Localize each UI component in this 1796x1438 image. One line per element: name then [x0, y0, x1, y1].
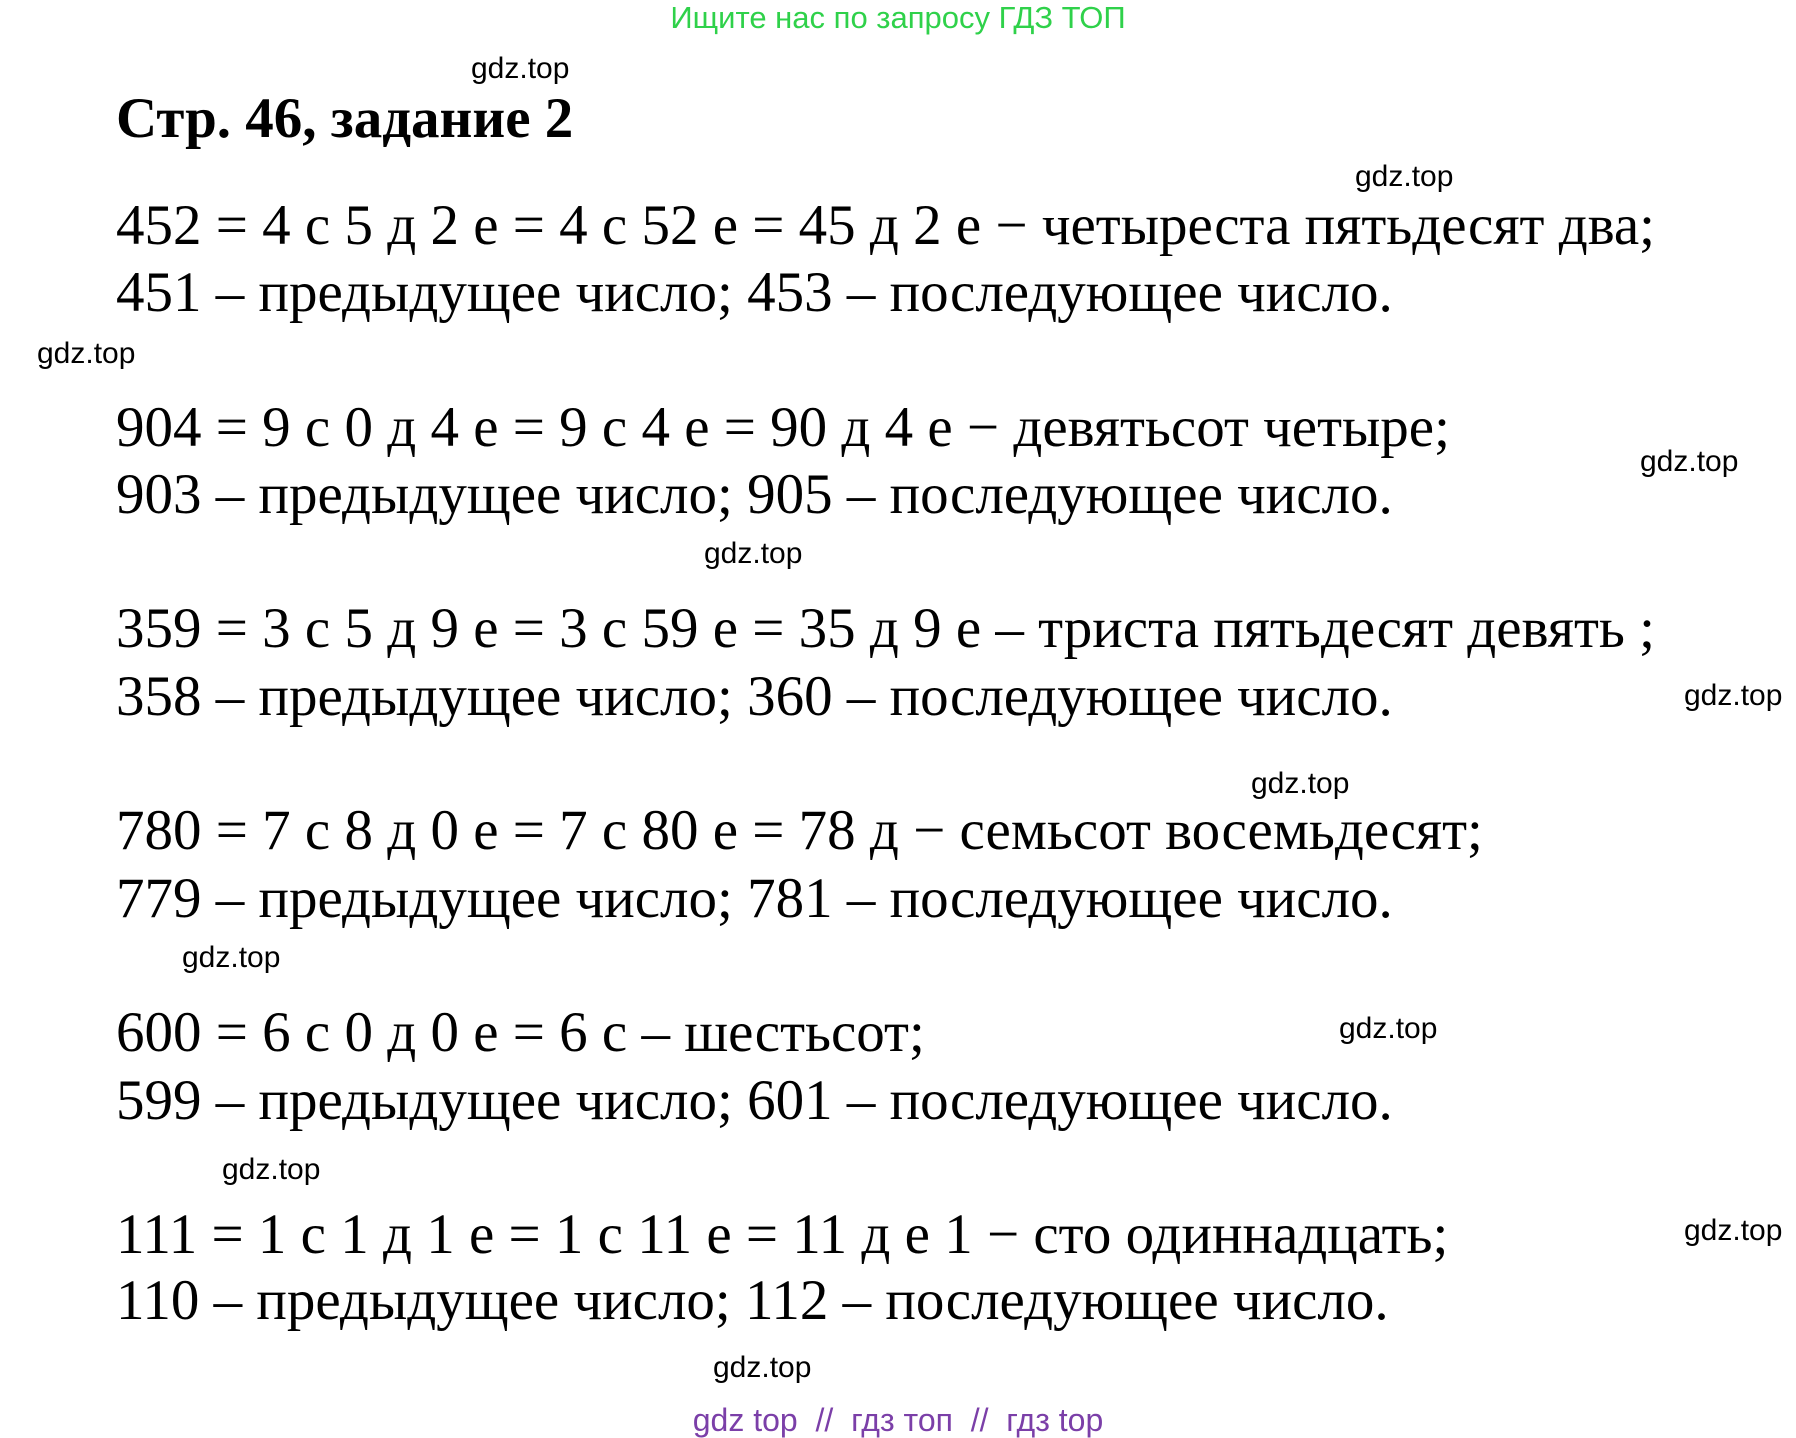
watermark: gdz.top — [1251, 767, 1350, 800]
watermark: gdz.top — [704, 537, 803, 570]
watermark: gdz.top — [222, 1153, 321, 1186]
answer-line: 903 – предыдущее число; 905 – последующее число. — [116, 463, 1393, 526]
watermark: gdz.top — [1684, 679, 1783, 712]
answer-line: 110 – предыдущее число; 112 – последующее число. — [116, 1269, 1389, 1332]
watermark: gdz.top — [471, 52, 570, 85]
answer-line: 359 = 3 с 5 д 9 е = 3 с 59 е = 35 д 9 е – триста пятьдесят девять ; — [116, 597, 1655, 660]
answer-line: 780 = 7 с 8 д 0 е = 7 с 80 е = 78 д − семьсот восемьдесят; — [116, 799, 1483, 862]
watermark: gdz.top — [1640, 445, 1739, 478]
page-title: Стр. 46, задание 2 — [116, 87, 574, 150]
watermark: gdz.top — [1684, 1214, 1783, 1247]
promo-banner: Ищите нас по запросу ГДЗ ТОП — [670, 0, 1126, 35]
answer-line: 111 = 1 с 1 д 1 е = 1 с 11 е = 11 д е 1 − сто одиннадцать; — [116, 1203, 1449, 1266]
answer-line: 599 – предыдущее число; 601 – последующее число. — [116, 1069, 1393, 1132]
watermark: gdz.top — [182, 941, 281, 974]
answer-line: 600 = 6 с 0 д 0 е = 6 с – шестьсот; — [116, 1001, 925, 1064]
answer-line: 904 = 9 с 0 д 4 е = 9 с 4 е = 90 д 4 е − девятьсот четыре; — [116, 396, 1450, 459]
footer-watermark: gdz top // гдз топ // гдз top — [692, 1402, 1104, 1438]
answer-line: 779 – предыдущее число; 781 – последующее число. — [116, 867, 1393, 930]
answer-line: 452 = 4 с 5 д 2 е = 4 с 52 е = 45 д 2 е − четыреста пятьдесят два; — [116, 194, 1655, 257]
watermark: gdz.top — [1355, 160, 1454, 193]
answer-line: 451 – предыдущее число; 453 – последующее число. — [116, 261, 1393, 324]
watermark: gdz.top — [1339, 1012, 1438, 1045]
answer-line: 358 – предыдущее число; 360 – последующее число. — [116, 665, 1393, 728]
watermark: gdz.top — [37, 337, 136, 370]
watermark: gdz.top — [713, 1351, 812, 1384]
